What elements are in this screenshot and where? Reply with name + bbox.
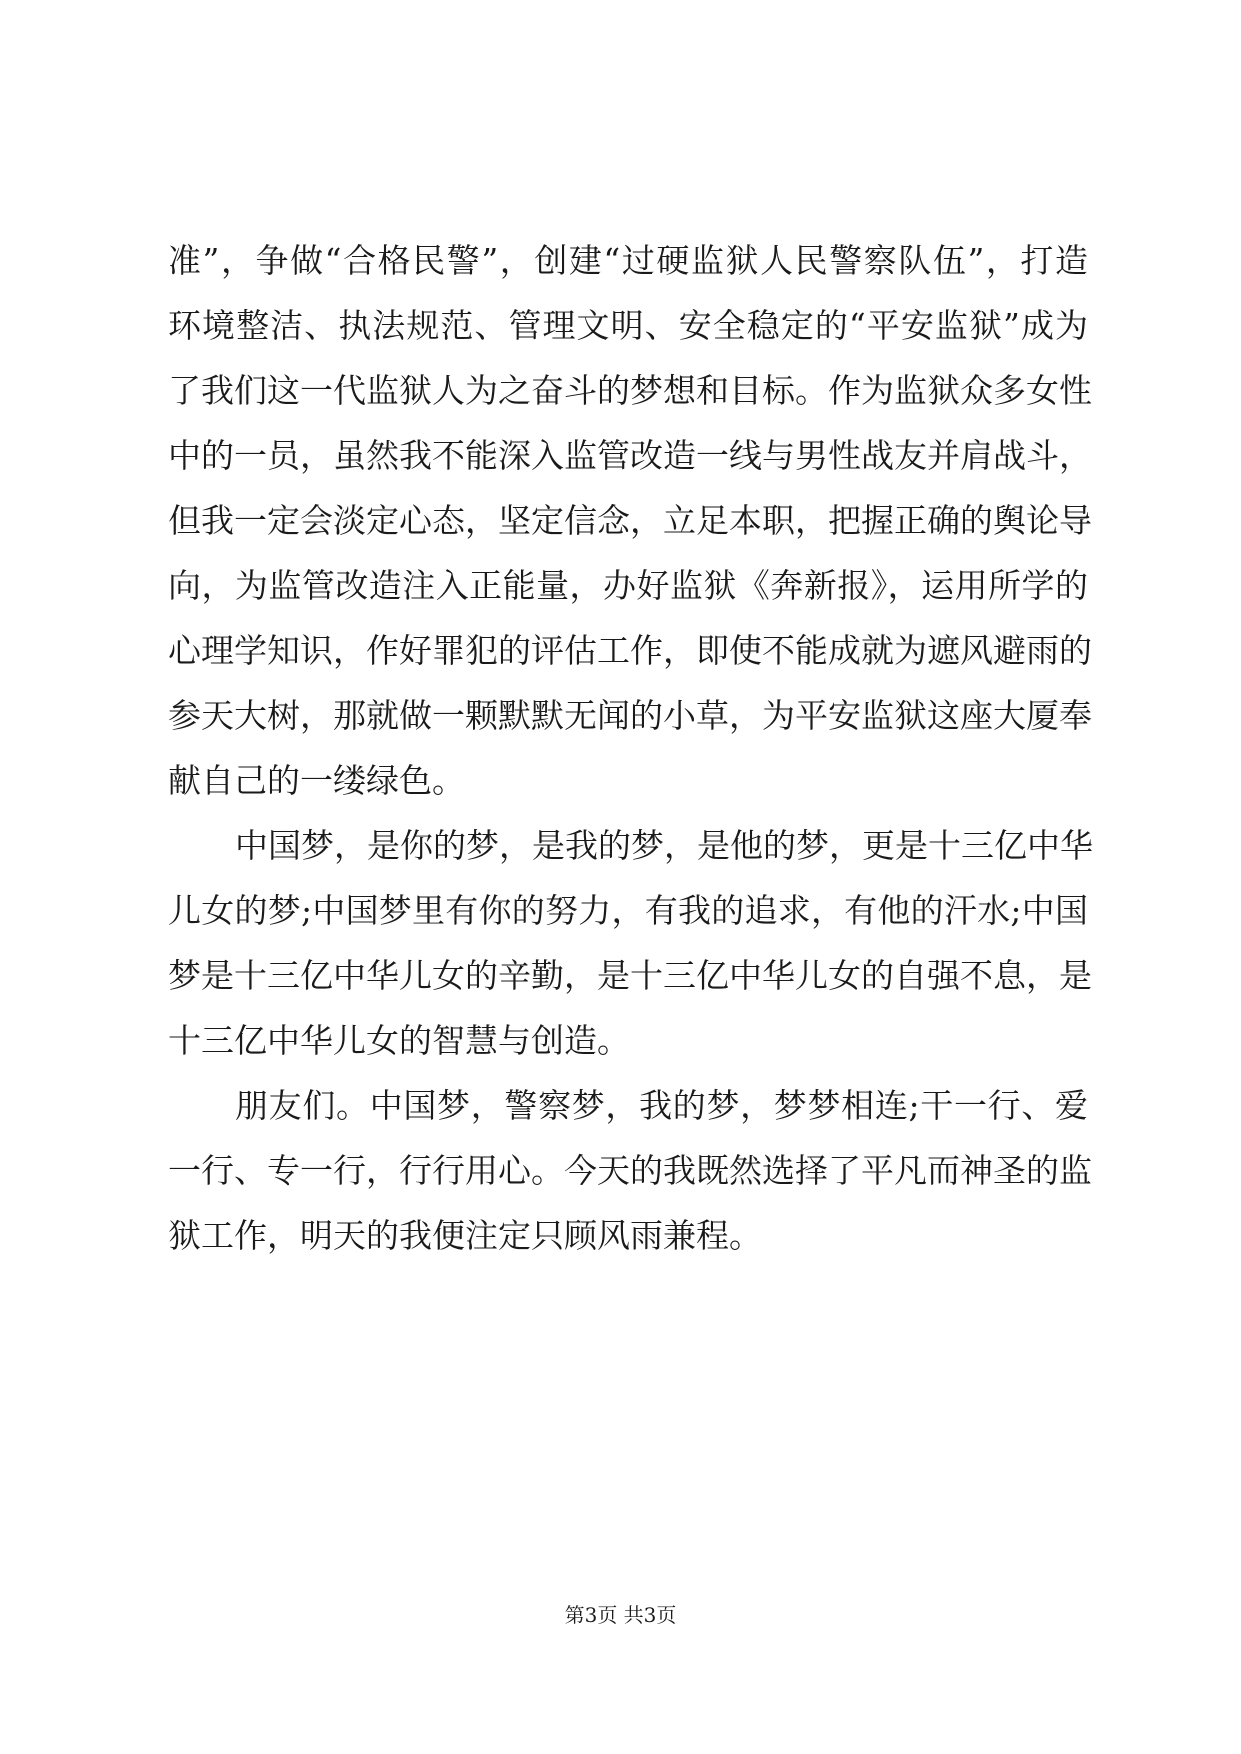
paragraph-line: 梦是十三亿中华儿女的辛勤，是十三亿中华儿女的自强不息，是 <box>168 956 1092 995</box>
paragraph-line: 了我们这一代监狱人为之奋斗的梦想和目标。作为监狱众多女性 <box>168 371 1092 410</box>
paragraph-line: 中的一员，虽然我不能深入监管改造一线与男性战友并肩战斗， <box>168 436 1092 475</box>
paragraph-line: 儿女的梦;中国梦里有你的努力，有我的追求，有他的汗水;中国 <box>168 891 1088 930</box>
paragraph-line: 一行、专一行，行行用心。今天的我既然选择了平凡而神圣的监 <box>168 1151 1092 1190</box>
paragraph-line: 环境整洁、执法规范、管理文明、安全稳定的“平安监狱”成为 <box>168 306 1088 345</box>
paragraph-line: 准”，争做“合格民警”，创建“过硬监狱人民警察队伍”，打造 <box>168 241 1088 280</box>
paragraph-line: 十三亿中华儿女的智慧与创造。 <box>168 1021 630 1060</box>
paragraph-line: 献自己的一缕绿色。 <box>168 761 465 800</box>
page-number-footer: 第3页 共3页 <box>564 1603 677 1627</box>
paragraph-line: 但我一定会淡定心态，坚定信念，立足本职，把握正确的舆论导 <box>168 501 1092 540</box>
paragraph-line: 心理学知识，作好罪犯的评估工作，即使不能成就为遮风避雨的 <box>168 631 1092 670</box>
paragraph-line: 狱工作，明天的我便注定只顾风雨兼程。 <box>168 1216 762 1255</box>
paragraph-first-line: 朋友们。中国梦，警察梦，我的梦，梦梦相连;干一行、爱 <box>235 1086 1088 1125</box>
paragraph-line: 向，为监管改造注入正能量，办好监狱《奔新报》，运用所学的 <box>168 566 1088 605</box>
paragraph-line: 参天大树，那就做一颗默默无闻的小草，为平安监狱这座大厦奉 <box>168 696 1092 735</box>
body-text <box>168 228 1093 1268</box>
paragraph-first-line: 中国梦，是你的梦，是我的梦，是他的梦，更是十三亿中华 <box>235 826 1093 865</box>
